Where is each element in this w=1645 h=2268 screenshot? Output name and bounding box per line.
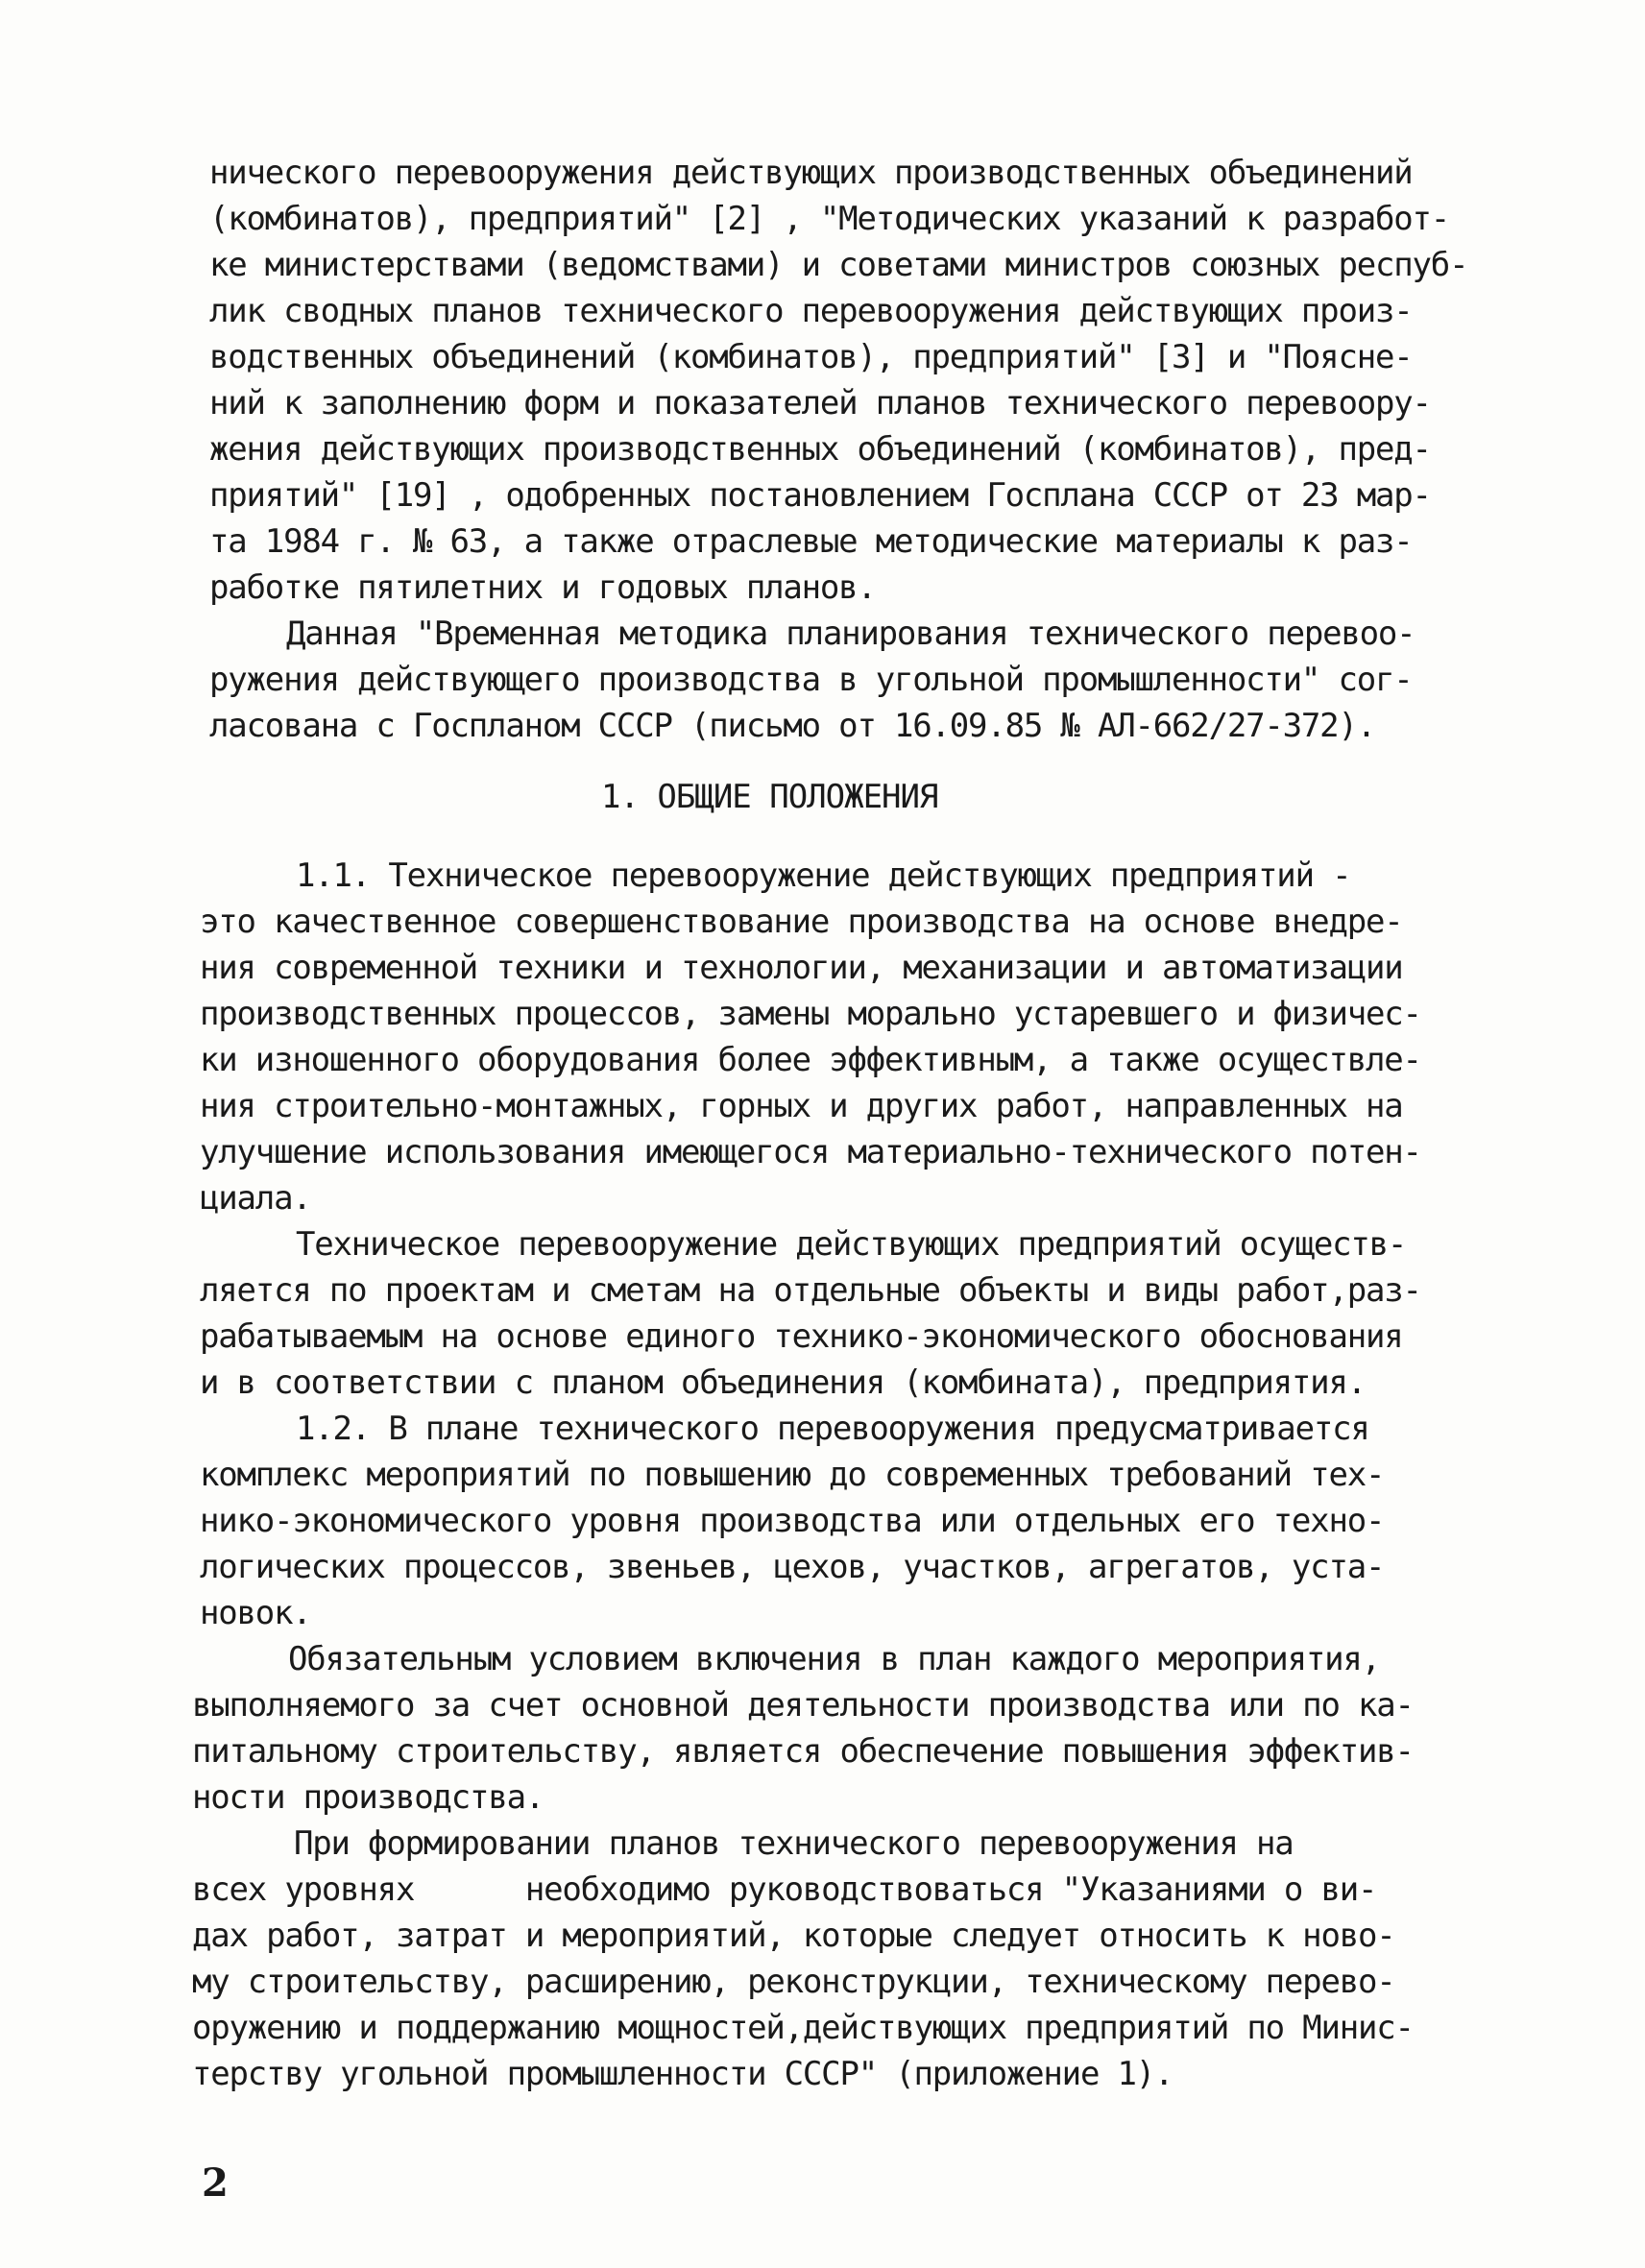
text-line: ний к заполнению форм и показателей планов технического перевоору-	[209, 384, 1431, 422]
text-line: ласована с Госпланом СССР (письмо от 16.09.85 № АЛ-662/27-372).	[209, 707, 1375, 745]
text-line: ния современной техники и технологии, механизации и автоматизации	[200, 949, 1403, 987]
text-line: приятий" [19] , одобренных постановлением Госплана СССР от 23 мар-	[209, 476, 1431, 515]
text-line: нического перевооружения действующих производственных объединений	[209, 154, 1413, 192]
text-line: терству угольной промышленности СССР" (приложение 1).	[192, 2055, 1173, 2093]
text-line: ния строительно-монтажных, горных и других работ, направленных на	[200, 1087, 1403, 1125]
text-line: всех уровнях необходимо руководствоваться "Указаниями о ви-	[192, 1870, 1377, 1909]
text-line: выполняемого за счет основной деятельности производства или по ка-	[192, 1686, 1414, 1725]
text-line: циала.	[200, 1179, 311, 1218]
text-line: дах работ, затрат и мероприятий, которые следует относить к ново-	[192, 1917, 1395, 1955]
text-line: та 1984 г. № 63, а также отраслевые методические материалы к раз-	[209, 522, 1413, 561]
text-line: рабатываемым на основе единого технико-экономического обоснования	[200, 1317, 1403, 1356]
text-line: работке пятилетних и годовых планов.	[209, 568, 876, 607]
text-line: питальному строительству, является обеспечение повышения эффектив-	[192, 1732, 1414, 1771]
text-line: При формировании планов технического перевооружения на	[294, 1824, 1294, 1863]
text-line: лик сводных планов технического перевооружения действующих произ-	[209, 292, 1413, 330]
text-line: нико-экономического уровня производства или отдельных его техно-	[200, 1502, 1385, 1540]
page-number: 2	[202, 2160, 229, 2206]
text-line: ляется по проектам и сметам на отдельные объекты и виды работ,раз-	[200, 1271, 1421, 1310]
text-line: ности производства.	[192, 1778, 544, 1817]
text-line: улучшение использования имеющегося материально-технического потен-	[200, 1133, 1421, 1171]
text-line: 1.1. Техническое перевооружение действующих предприятий -	[296, 857, 1351, 895]
text-line: оружению и поддержанию мощностей,действующих предприятий по Минис-	[192, 2009, 1414, 2047]
text-line: жения действующих производственных объединений (комбинатов), пред-	[209, 430, 1431, 469]
text-line: Обязательным условием включения в план каждого мероприятия,	[288, 1640, 1380, 1678]
text-line: водственных объединений (комбинатов), предприятий" [3] и "Поясне-	[209, 338, 1413, 376]
text-line: ружения действующего производства в угольной промышленности" сог-	[209, 661, 1413, 699]
text-line: ки изношенного оборудования более эффективным, а также осуществле-	[200, 1041, 1421, 1079]
section-heading: 1. ОБЩИЕ ПОЛОЖЕНИЯ	[601, 778, 938, 816]
text-line: му строительству, расширению, реконструкции, техническому перево-	[192, 1963, 1395, 2001]
text-line: Техническое перевооружение действующих предприятий осуществ-	[296, 1225, 1407, 1264]
text-line: новок.	[200, 1594, 311, 1632]
text-line: логических процессов, звеньев, цехов, участков, агрегатов, уста-	[200, 1548, 1385, 1586]
text-line: и в соответствии с планом объединения (комбината), предприятия.	[200, 1363, 1366, 1402]
text-line: 1.2. В плане технического перевооружения предусматривается	[296, 1410, 1369, 1448]
text-line: производственных процессов, замены морально устаревшего и физичес-	[200, 995, 1421, 1033]
text-line: комплекс мероприятий по повышению до современных требований тех-	[200, 1456, 1385, 1494]
text-line: Данная "Временная методика планирования технического перевоо-	[286, 615, 1415, 653]
text-line: ке министерствами (ведомствами) и советами министров союзных респуб-	[209, 246, 1468, 284]
text-line: это качественное совершенствование производства на основе внедре-	[200, 903, 1403, 941]
text-line: (комбинатов), предприятий" [2] , "Методических указаний к разработ-	[209, 200, 1450, 238]
